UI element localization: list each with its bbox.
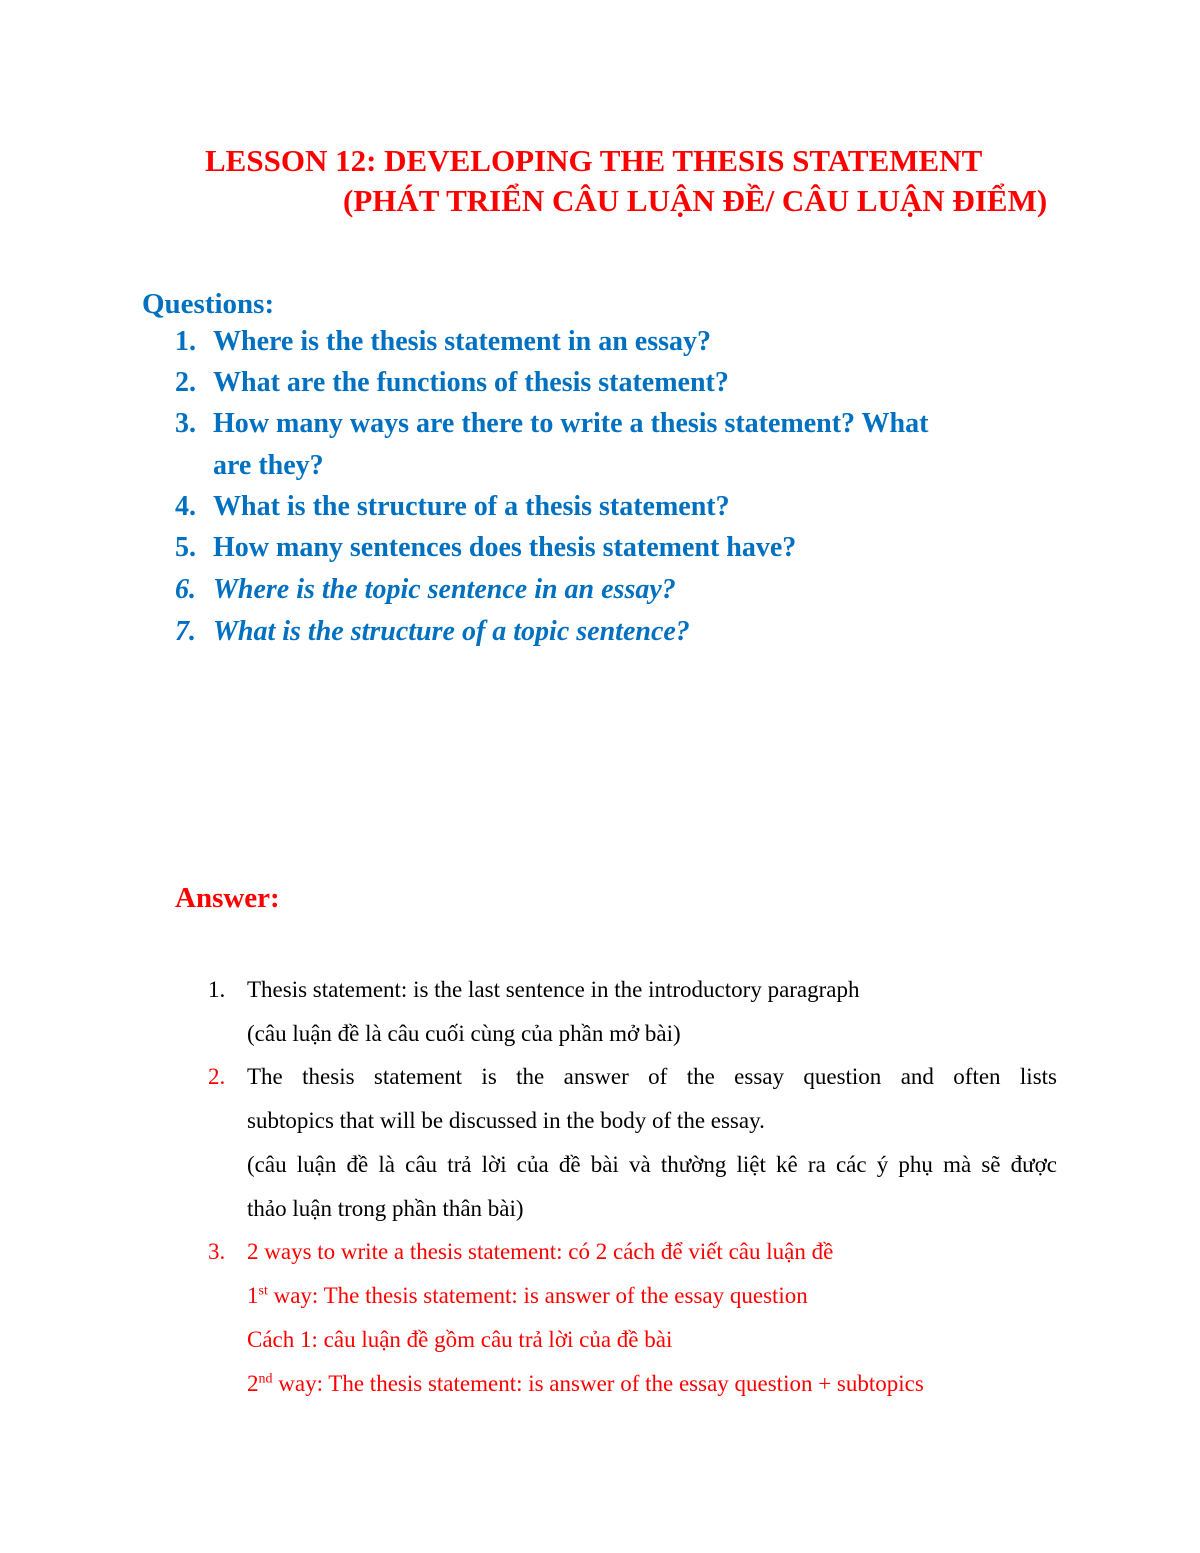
question-number: 1. xyxy=(175,326,196,357)
question-text: How many sentences does thesis statement have? xyxy=(213,532,797,563)
cach-1-line: Cách 1: câu luận đề gồm câu trả lời của đề bài xyxy=(247,1327,673,1352)
way-ordinal-suffix: nd xyxy=(258,1371,273,1387)
way-text: way: The thesis statement: is answer of the essay question xyxy=(267,1283,808,1308)
answer-text: Thesis statement: is the last sentence in the introductory paragraph xyxy=(247,977,860,1002)
question-item xyxy=(175,616,690,648)
question-item xyxy=(175,532,796,564)
question-item xyxy=(175,491,730,523)
way-ordinal-suffix: st xyxy=(258,1283,268,1299)
question-text-continued: are they? xyxy=(213,450,324,481)
question-text: Where is the topic sentence in an essay? xyxy=(213,574,676,605)
answer-number: 1. xyxy=(208,977,226,1002)
question-number: 3. xyxy=(175,408,196,439)
second-way-line xyxy=(247,1371,924,1397)
questions-heading: Questions: xyxy=(142,288,275,320)
answer-text-continued: subtopics that will be discussed in the body of the essay. xyxy=(247,1108,765,1133)
answer-translation: (câu luận đề là câu trả lời của đề bài và thường liệt kê ra các ý phụ mà sẽ được xyxy=(247,1152,1057,1177)
way-text: way: The thesis statement: is answer of the essay question + subtopics xyxy=(272,1371,924,1396)
lesson-subtitle: (PHÁT TRIỂN CÂU LUẬN ĐỀ/ CÂU LUẬN ĐIỂM) xyxy=(343,183,1048,218)
question-text: What is the structure of a topic sentence? xyxy=(213,616,690,647)
answer-text: 2 ways to write a thesis statement: có 2 cách để viết câu luận đề xyxy=(247,1239,834,1264)
way-ordinal: 1 xyxy=(247,1283,259,1308)
question-number: 2. xyxy=(175,367,196,398)
question-item xyxy=(175,408,928,440)
question-text: What are the functions of thesis statement? xyxy=(213,367,729,398)
question-number: 6. xyxy=(175,574,196,605)
answer-number: 2. xyxy=(208,1064,226,1089)
answer-translation: (câu luận đề là câu cuối cùng của phần mở bài) xyxy=(247,1021,681,1046)
lesson-title: LESSON 12: DEVELOPING THE THESIS STATEMENT xyxy=(205,143,983,178)
question-text: Where is the thesis statement in an essay? xyxy=(213,326,712,357)
question-number: 4. xyxy=(175,491,196,522)
question-number: 5. xyxy=(175,532,196,563)
question-item xyxy=(175,326,711,358)
answer-translation-continued: thảo luận trong phần thân bài) xyxy=(247,1196,524,1221)
answer-number: 3. xyxy=(208,1239,226,1264)
question-item xyxy=(175,367,729,399)
answer-heading: Answer: xyxy=(175,882,280,914)
question-text: What is the structure of a thesis statement? xyxy=(213,491,730,522)
answer-text: The thesis statement is the answer of the essay question and often lists xyxy=(247,1064,1057,1089)
question-text: How many ways are there to write a thesis statement? What xyxy=(213,408,929,439)
question-number: 7. xyxy=(175,616,196,647)
way-ordinal: 2 xyxy=(247,1371,259,1396)
first-way-line xyxy=(247,1283,808,1309)
question-item xyxy=(175,574,676,606)
